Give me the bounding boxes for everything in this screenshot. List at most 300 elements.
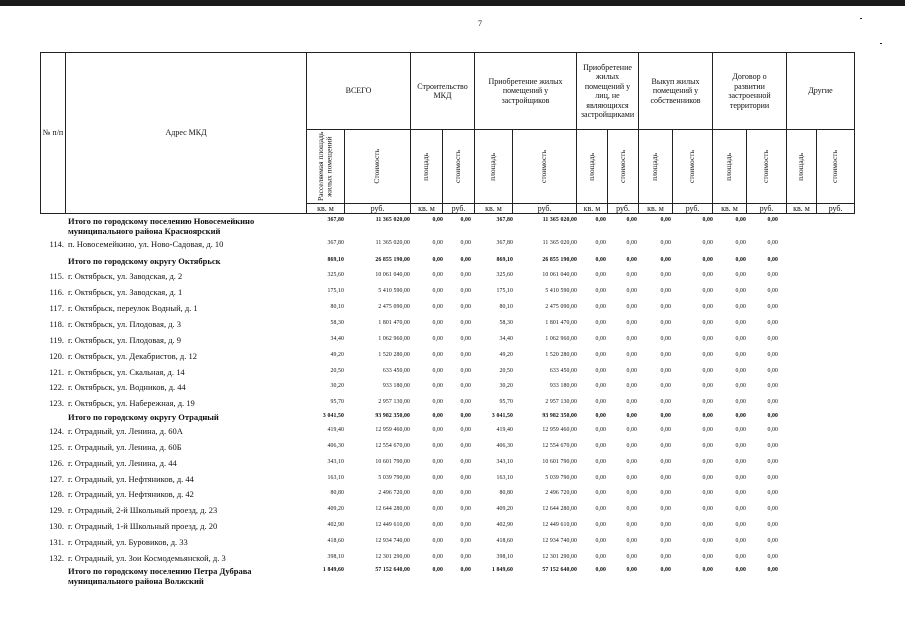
- row-value: 2 475 090,00: [545, 304, 577, 310]
- row-number: 129.: [49, 505, 64, 515]
- row-address: Итого по городскому округу Отрадный: [68, 412, 219, 422]
- row-value: 0,00: [460, 475, 471, 481]
- row-value: 0,00: [767, 368, 778, 374]
- row-value: 0,00: [595, 320, 606, 326]
- row-value: 0,00: [626, 427, 637, 433]
- row-value: 0,00: [432, 522, 443, 528]
- row-value: 0,00: [660, 217, 671, 223]
- row-value: 0,00: [595, 506, 606, 512]
- row-value: 0,00: [702, 413, 713, 419]
- row-value: 0,00: [735, 240, 746, 246]
- unit-rub: руб.: [345, 204, 411, 214]
- row-value: 1 062 960,00: [545, 336, 577, 342]
- row-value: 0,00: [735, 538, 746, 544]
- row-value: 80,80: [499, 490, 513, 496]
- row-value: 0,00: [767, 399, 778, 405]
- row-value: 0,00: [595, 567, 606, 573]
- row-number: 130.: [49, 521, 64, 531]
- row-value: 175,10: [327, 288, 344, 294]
- row-value: 0,00: [460, 217, 471, 223]
- row-value: 163,10: [496, 475, 513, 481]
- row-value: 10 601 790,00: [375, 459, 410, 465]
- row-value: 0,00: [735, 288, 746, 294]
- row-value: 12 449 610,00: [542, 522, 577, 528]
- row-value: 0,00: [660, 257, 671, 263]
- scan-speck: [880, 43, 882, 44]
- row-value: 0,00: [767, 459, 778, 465]
- row-address: г. Отрадный, ул. Буровиков, д. 33: [68, 537, 188, 547]
- row-value: 20,50: [499, 368, 513, 374]
- row-number: 117.: [49, 303, 64, 313]
- table-row: [40, 442, 870, 454]
- row-number: 121.: [49, 367, 64, 377]
- row-value: 0,00: [460, 506, 471, 512]
- row-value: 49,20: [499, 352, 513, 358]
- row-value: 0,00: [660, 506, 671, 512]
- row-number: 132.: [49, 553, 64, 563]
- row-value: 0,00: [460, 240, 471, 246]
- row-value: 0,00: [702, 288, 713, 294]
- unit-sqm: кв. м: [787, 204, 817, 214]
- row-value: 1 520 280,00: [545, 352, 577, 358]
- row-value: 0,00: [735, 554, 746, 560]
- row-value: 0,00: [626, 567, 637, 573]
- row-value: 5 410 590,00: [378, 288, 410, 294]
- row-value: 0,00: [735, 567, 746, 573]
- unit-rub: руб.: [443, 204, 475, 214]
- row-value: 0,00: [626, 443, 637, 449]
- sub-cost: стоимость: [817, 130, 855, 204]
- row-value: 0,00: [460, 272, 471, 278]
- row-value: 0,00: [702, 554, 713, 560]
- sub-area: площадь: [411, 130, 443, 204]
- row-value: 0,00: [735, 217, 746, 223]
- unit-sqm: кв. м: [639, 204, 673, 214]
- row-value: 418,60: [496, 538, 513, 544]
- row-value: 0,00: [432, 567, 443, 573]
- row-value: 0,00: [595, 459, 606, 465]
- row-value: 0,00: [735, 320, 746, 326]
- row-value: 0,00: [460, 257, 471, 263]
- table-row: [40, 521, 870, 533]
- row-value: 325,60: [496, 272, 513, 278]
- row-value: 1 062 960,00: [378, 336, 410, 342]
- row-value: 0,00: [626, 459, 637, 465]
- row-value: 0,00: [660, 352, 671, 358]
- row-value: 0,00: [595, 443, 606, 449]
- row-value: 3 041,50: [322, 413, 344, 419]
- sub-cost: Стоимость: [345, 130, 411, 204]
- row-value: 10 061 040,00: [375, 272, 410, 278]
- row-value: 80,80: [330, 490, 344, 496]
- header-num: № п/п: [41, 53, 66, 214]
- row-value: 0,00: [767, 304, 778, 310]
- row-address: г. Отрадный, ул. Ленина, д. 44: [68, 458, 177, 468]
- row-value: 0,00: [626, 399, 637, 405]
- row-value: 0,00: [767, 383, 778, 389]
- row-value: 0,00: [432, 383, 443, 389]
- row-value: 0,00: [767, 272, 778, 278]
- table-row: [40, 537, 870, 549]
- row-address: г. Отрадный, 2-й Школьный проезд, д. 23: [68, 505, 218, 515]
- sub-resettled-area: Расселяемая площадь жилых помещений: [307, 130, 345, 204]
- row-address: г. Отрадный, ул. Ленина, д. 60А: [68, 426, 183, 436]
- sub-area: площадь: [787, 130, 817, 204]
- row-value: 933 180,00: [549, 383, 577, 389]
- row-value: 0,00: [626, 506, 637, 512]
- sub-area: площадь: [639, 130, 673, 204]
- row-value: 0,00: [595, 272, 606, 278]
- row-value: 0,00: [702, 399, 713, 405]
- row-address: г. Октябрьск, ул. Плодовая, д. 9: [68, 335, 182, 345]
- row-value: 0,00: [735, 475, 746, 481]
- sub-cost: стоимость: [608, 130, 639, 204]
- row-value: 367,80: [327, 217, 344, 223]
- row-number: 131.: [49, 537, 64, 547]
- row-address: г. Октябрьск, ул. Набережная, д. 19: [68, 398, 195, 408]
- table-row: [40, 398, 870, 410]
- row-address: Итого по городскому поселению Петра Дубрава муниципального района Волжский: [68, 566, 252, 586]
- unit-sqm: кв. м: [307, 204, 345, 214]
- row-value: 0,00: [626, 272, 637, 278]
- table-row: [40, 489, 870, 501]
- row-value: 0,00: [735, 352, 746, 358]
- row-address: г. Отрадный, ул. Ленина, д. 60Б: [68, 442, 182, 452]
- row-value: 0,00: [460, 427, 471, 433]
- row-value: 0,00: [735, 490, 746, 496]
- row-address: г. Октябрьск, переулок Водный, д. 1: [68, 303, 198, 313]
- row-value: 0,00: [660, 336, 671, 342]
- row-value: 0,00: [626, 490, 637, 496]
- row-value: 0,00: [702, 336, 713, 342]
- row-value: 58,30: [330, 320, 344, 326]
- row-value: 0,00: [460, 383, 471, 389]
- unit-rub: руб.: [673, 204, 713, 214]
- row-value: 0,00: [432, 304, 443, 310]
- table-row: [40, 319, 870, 331]
- row-value: 0,00: [660, 522, 671, 528]
- row-value: 0,00: [702, 217, 713, 223]
- row-value: 0,00: [767, 240, 778, 246]
- row-value: 0,00: [735, 459, 746, 465]
- row-address: г. Отрадный, 1-й Школьный проезд, д. 20: [68, 521, 218, 531]
- row-value: 0,00: [660, 475, 671, 481]
- row-value: 80,10: [330, 304, 344, 310]
- table-row: [40, 303, 870, 315]
- row-value: 0,00: [432, 320, 443, 326]
- sub-area: площадь: [577, 130, 608, 204]
- row-value: 0,00: [626, 538, 637, 544]
- row-address: Итого по городскому поселению Новосемейкино муниципального района Красноярский: [68, 216, 255, 236]
- table-row: [40, 271, 870, 283]
- subtotal-row: [40, 256, 870, 268]
- row-value: 367,80: [496, 240, 513, 246]
- row-value: 0,00: [595, 427, 606, 433]
- sub-area: площадь: [475, 130, 513, 204]
- row-value: 58,30: [499, 320, 513, 326]
- row-value: 12 554 670,00: [375, 443, 410, 449]
- row-value: 419,40: [327, 427, 344, 433]
- row-value: 0,00: [460, 459, 471, 465]
- row-value: 0,00: [460, 304, 471, 310]
- row-value: 869,10: [496, 257, 513, 263]
- row-address: г. Октябрьск, ул. Заводская, д. 2: [68, 271, 183, 281]
- row-value: 0,00: [660, 399, 671, 405]
- row-value: 0,00: [660, 383, 671, 389]
- row-value: 34,40: [499, 336, 513, 342]
- row-value: 0,00: [626, 475, 637, 481]
- row-value: 2 957 130,00: [378, 399, 410, 405]
- unit-rub: руб.: [747, 204, 787, 214]
- row-value: 869,10: [327, 257, 344, 263]
- row-value: 0,00: [767, 320, 778, 326]
- row-value: 0,00: [432, 554, 443, 560]
- row-value: 12 554 670,00: [542, 443, 577, 449]
- row-value: 2 496 720,00: [378, 490, 410, 496]
- row-value: 0,00: [626, 257, 637, 263]
- row-value: 0,00: [626, 240, 637, 246]
- row-value: 30,20: [499, 383, 513, 389]
- row-value: 0,00: [660, 490, 671, 496]
- unit-sqm: кв. м: [411, 204, 443, 214]
- row-value: 34,40: [330, 336, 344, 342]
- row-value: 409,20: [496, 506, 513, 512]
- row-value: 0,00: [626, 522, 637, 528]
- group-total: ВСЕГО: [307, 53, 411, 130]
- row-value: 11 365 020,00: [375, 217, 410, 223]
- row-value: 0,00: [595, 257, 606, 263]
- row-value: 2 957 130,00: [545, 399, 577, 405]
- row-value: 0,00: [767, 567, 778, 573]
- row-value: 0,00: [460, 320, 471, 326]
- row-value: 0,00: [460, 399, 471, 405]
- row-address: г. Октябрьск, ул. Заводская, д. 1: [68, 287, 183, 297]
- row-value: 0,00: [432, 288, 443, 294]
- table-row: [40, 335, 870, 347]
- row-value: 0,00: [460, 288, 471, 294]
- row-value: 0,00: [595, 399, 606, 405]
- row-value: 93 982 350,00: [542, 413, 577, 419]
- subtotal-row: [40, 216, 870, 236]
- row-value: 0,00: [767, 217, 778, 223]
- table-row: [40, 382, 870, 394]
- row-value: 0,00: [626, 368, 637, 374]
- row-value: 0,00: [702, 240, 713, 246]
- row-value: 0,00: [702, 567, 713, 573]
- table-row: [40, 367, 870, 379]
- row-value: 95,70: [499, 399, 513, 405]
- row-value: 20,50: [330, 368, 344, 374]
- row-value: 0,00: [460, 567, 471, 573]
- row-value: 0,00: [432, 459, 443, 465]
- row-value: 0,00: [595, 413, 606, 419]
- row-value: 0,00: [702, 427, 713, 433]
- row-value: 0,00: [735, 427, 746, 433]
- row-value: 0,00: [702, 272, 713, 278]
- row-value: 0,00: [595, 336, 606, 342]
- row-value: 0,00: [595, 217, 606, 223]
- row-value: 0,00: [432, 240, 443, 246]
- row-address: г. Отрадный, ул. Нефтяников, д. 44: [68, 474, 194, 484]
- row-value: 0,00: [626, 383, 637, 389]
- row-number: 120.: [49, 351, 64, 361]
- row-value: 0,00: [735, 272, 746, 278]
- row-value: 0,00: [735, 304, 746, 310]
- row-value: 0,00: [460, 368, 471, 374]
- row-value: 0,00: [460, 352, 471, 358]
- row-value: 0,00: [660, 459, 671, 465]
- row-number: 122.: [49, 382, 64, 392]
- row-value: 402,90: [496, 522, 513, 528]
- page-number: 7: [478, 19, 482, 28]
- row-value: 0,00: [702, 368, 713, 374]
- row-value: 5 410 590,00: [545, 288, 577, 294]
- row-value: 80,10: [499, 304, 513, 310]
- row-value: 0,00: [702, 383, 713, 389]
- group-other: Другие: [787, 53, 855, 130]
- row-value: 0,00: [735, 522, 746, 528]
- row-value: 0,00: [660, 272, 671, 278]
- row-address: п. Новосемейкино, ул. Ново-Садовая, д. 10: [68, 239, 224, 249]
- row-value: 0,00: [460, 522, 471, 528]
- subtotal-row: [40, 412, 870, 424]
- group-construction: Строительство МКД: [411, 53, 475, 130]
- row-value: 1 801 470,00: [545, 320, 577, 326]
- row-value: 0,00: [767, 506, 778, 512]
- row-value: 0,00: [432, 475, 443, 481]
- unit-rub: руб.: [608, 204, 639, 214]
- row-value: 12 644 280,00: [375, 506, 410, 512]
- header-address: Адрес МКД: [66, 53, 307, 214]
- row-value: 0,00: [660, 538, 671, 544]
- row-value: 49,20: [330, 352, 344, 358]
- row-number: 119.: [49, 335, 64, 345]
- row-value: 1 849,60: [491, 567, 513, 573]
- row-value: 0,00: [735, 443, 746, 449]
- group-purchase-non-developers: Приобретение жилых помещений у лиц, не являющихся застройщиками: [577, 53, 639, 130]
- row-value: 406,30: [327, 443, 344, 449]
- row-address: г. Отрадный, ул. Зои Космодемьянской, д. 3: [68, 553, 226, 563]
- row-value: 12 934 740,00: [542, 538, 577, 544]
- row-value: 0,00: [432, 413, 443, 419]
- row-value: 0,00: [660, 413, 671, 419]
- row-value: 0,00: [595, 368, 606, 374]
- row-value: 0,00: [660, 443, 671, 449]
- row-value: 343,10: [496, 459, 513, 465]
- unit-sqm: кв. м: [713, 204, 747, 214]
- row-value: 402,90: [327, 522, 344, 528]
- row-value: 12 959 460,00: [542, 427, 577, 433]
- table-row: [40, 474, 870, 486]
- sub-cost: стоимость: [513, 130, 577, 204]
- row-value: 0,00: [702, 257, 713, 263]
- table-row: [40, 553, 870, 565]
- row-value: 10 061 040,00: [542, 272, 577, 278]
- row-value: 0,00: [702, 304, 713, 310]
- row-value: 5 039 790,00: [545, 475, 577, 481]
- table-row: [40, 239, 870, 251]
- row-value: 0,00: [767, 352, 778, 358]
- row-address: г. Октябрьск, ул. Скальная, д. 14: [68, 367, 185, 377]
- row-value: 0,00: [595, 383, 606, 389]
- row-address: г. Отрадный, ул. Нефтяников, д. 42: [68, 489, 194, 499]
- unit-sqm: кв. м: [475, 204, 513, 214]
- row-value: 0,00: [702, 506, 713, 512]
- row-value: 11 365 020,00: [542, 217, 577, 223]
- row-value: 1 801 470,00: [378, 320, 410, 326]
- row-value: 57 152 640,00: [542, 567, 577, 573]
- row-value: 26 855 190,00: [542, 257, 577, 263]
- row-value: 0,00: [660, 427, 671, 433]
- row-value: 0,00: [702, 443, 713, 449]
- row-number: 125.: [49, 442, 64, 452]
- sub-area: площадь: [713, 130, 747, 204]
- row-value: 0,00: [735, 383, 746, 389]
- table-header: [40, 52, 855, 214]
- row-value: 95,70: [330, 399, 344, 405]
- row-number: 124.: [49, 426, 64, 436]
- row-value: 0,00: [595, 538, 606, 544]
- row-value: 0,00: [432, 443, 443, 449]
- row-value: 10 601 790,00: [542, 459, 577, 465]
- row-value: 0,00: [735, 399, 746, 405]
- row-value: 0,00: [595, 522, 606, 528]
- row-value: 0,00: [432, 217, 443, 223]
- row-value: 0,00: [460, 490, 471, 496]
- row-value: 0,00: [702, 459, 713, 465]
- row-value: 0,00: [660, 554, 671, 560]
- table-row: [40, 287, 870, 299]
- row-value: 12 301 290,00: [375, 554, 410, 560]
- table-row: [40, 505, 870, 517]
- table-row: [40, 458, 870, 470]
- row-value: 0,00: [432, 538, 443, 544]
- row-value: 0,00: [767, 443, 778, 449]
- scan-speck: [860, 18, 862, 19]
- row-value: 0,00: [432, 272, 443, 278]
- row-value: 1 849,60: [322, 567, 344, 573]
- row-value: 0,00: [432, 368, 443, 374]
- row-value: 0,00: [626, 413, 637, 419]
- row-value: 30,20: [330, 383, 344, 389]
- sub-cost: стоимость: [443, 130, 475, 204]
- row-value: 26 855 190,00: [375, 257, 410, 263]
- row-number: 116.: [49, 287, 64, 297]
- row-value: 0,00: [432, 399, 443, 405]
- row-value: 343,10: [327, 459, 344, 465]
- subtotal-row: [40, 566, 870, 586]
- row-value: 12 644 280,00: [542, 506, 577, 512]
- row-value: 0,00: [735, 413, 746, 419]
- row-address: г. Октябрьск, ул. Декабристов, д. 12: [68, 351, 197, 361]
- unit-sqm: кв. м: [577, 204, 608, 214]
- row-value: 418,60: [327, 538, 344, 544]
- row-value: 0,00: [767, 490, 778, 496]
- row-value: 933 180,00: [382, 383, 410, 389]
- row-value: 0,00: [702, 352, 713, 358]
- row-number: 126.: [49, 458, 64, 468]
- row-value: 0,00: [626, 336, 637, 342]
- row-value: 0,00: [660, 567, 671, 573]
- group-buyout: Выкуп жилых помещений у собственников: [639, 53, 713, 130]
- row-value: 0,00: [595, 304, 606, 310]
- row-value: 367,80: [496, 217, 513, 223]
- row-value: 0,00: [626, 554, 637, 560]
- row-value: 2 496 720,00: [545, 490, 577, 496]
- table-row: [40, 426, 870, 438]
- row-value: 0,00: [460, 538, 471, 544]
- group-purchase-developers: Приобретение жилых помещений у застройщиков: [475, 53, 577, 130]
